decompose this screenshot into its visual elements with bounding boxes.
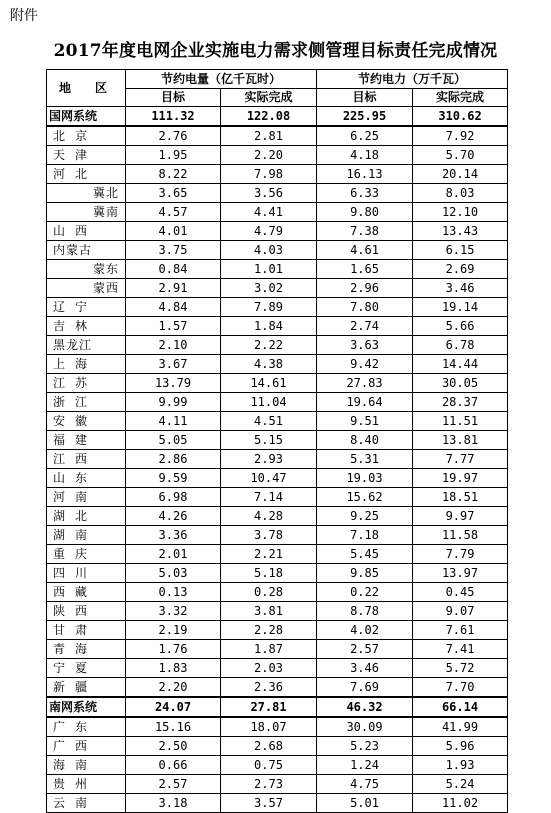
summary-row xyxy=(47,697,508,717)
power-target-cell: 225.95 xyxy=(317,107,413,127)
power-target-cell: 19.03 xyxy=(317,469,413,488)
table-row xyxy=(47,507,508,526)
power-target-cell: 6.25 xyxy=(317,126,413,146)
region-name-cell xyxy=(47,737,126,756)
energy-actual-cell: 7.89 xyxy=(221,298,317,317)
energy-target-cell: 8.22 xyxy=(126,165,221,184)
power-actual-cell: 0.45 xyxy=(413,583,508,602)
power-actual-cell: 11.51 xyxy=(413,412,508,431)
energy-actual-cell: 5.15 xyxy=(221,431,317,450)
region-name: 国网系统 xyxy=(49,109,98,123)
region-name-cell xyxy=(47,355,126,374)
region-name-cell xyxy=(47,583,126,602)
region-name: 上海 xyxy=(53,357,98,371)
region-name-cell xyxy=(47,107,126,127)
energy-target-cell: 9.59 xyxy=(126,469,221,488)
energy-target-cell: 111.32 xyxy=(126,107,221,127)
power-actual-cell: 11.58 xyxy=(413,526,508,545)
energy-target-cell: 2.19 xyxy=(126,621,221,640)
table-row xyxy=(47,203,508,222)
power-target-cell: 7.69 xyxy=(317,678,413,698)
energy-target-cell: 4.11 xyxy=(126,412,221,431)
power-target-cell: 8.78 xyxy=(317,602,413,621)
region-name: 内蒙古 xyxy=(53,243,93,257)
table-row xyxy=(47,431,508,450)
power-target-cell: 1.24 xyxy=(317,756,413,775)
region-name: 天津 xyxy=(53,148,98,162)
region-name: 江西 xyxy=(53,452,98,466)
power-target-cell: 19.64 xyxy=(317,393,413,412)
energy-actual-cell: 3.56 xyxy=(221,184,317,203)
power-actual-cell: 20.14 xyxy=(413,165,508,184)
region-name: 浙江 xyxy=(53,395,98,409)
region-name: 北京 xyxy=(53,129,98,143)
energy-actual-cell: 1.84 xyxy=(221,317,317,336)
power-actual-cell: 18.51 xyxy=(413,488,508,507)
region-name-cell xyxy=(47,431,126,450)
table-row xyxy=(47,317,508,336)
energy-actual-cell: 4.79 xyxy=(221,222,317,241)
power-target-cell: 7.38 xyxy=(317,222,413,241)
region-name-cell xyxy=(47,184,126,203)
table-row xyxy=(47,393,508,412)
energy-actual-cell: 2.36 xyxy=(221,678,317,698)
region-name: 四川 xyxy=(53,566,98,580)
energy-target-cell: 24.07 xyxy=(126,697,221,717)
header-row-groups xyxy=(47,70,508,89)
power-target-cell: 7.18 xyxy=(317,526,413,545)
power-actual-cell: 66.14 xyxy=(413,697,508,717)
power-actual-cell: 19.14 xyxy=(413,298,508,317)
header-energy-actual: 实际完成 xyxy=(221,89,317,107)
table-row xyxy=(47,756,508,775)
power-actual-cell: 5.66 xyxy=(413,317,508,336)
region-name-cell xyxy=(47,507,126,526)
region-name: 新疆 xyxy=(53,680,98,694)
region-name: 山西 xyxy=(53,224,98,238)
power-target-cell: 46.32 xyxy=(317,697,413,717)
attachment-label: 附件 xyxy=(10,8,38,24)
region-name-cell xyxy=(47,564,126,583)
energy-actual-cell: 3.81 xyxy=(221,602,317,621)
table-row xyxy=(47,279,508,298)
power-actual-cell: 5.72 xyxy=(413,659,508,678)
power-actual-cell: 13.81 xyxy=(413,431,508,450)
power-actual-cell: 9.07 xyxy=(413,602,508,621)
results-table xyxy=(46,69,508,813)
energy-target-cell: 3.67 xyxy=(126,355,221,374)
energy-actual-cell: 3.02 xyxy=(221,279,317,298)
power-target-cell: 9.80 xyxy=(317,203,413,222)
table-body xyxy=(47,107,508,813)
energy-target-cell: 2.57 xyxy=(126,775,221,794)
power-actual-cell: 7.77 xyxy=(413,450,508,469)
region-name: 江苏 xyxy=(53,376,98,390)
region-name-cell xyxy=(47,659,126,678)
power-actual-cell: 7.92 xyxy=(413,126,508,146)
energy-target-cell: 2.76 xyxy=(126,126,221,146)
region-name: 河北 xyxy=(53,167,98,181)
power-actual-cell: 7.41 xyxy=(413,640,508,659)
region-name: 云南 xyxy=(53,796,98,810)
region-name-cell xyxy=(47,488,126,507)
power-target-cell: 2.57 xyxy=(317,640,413,659)
energy-target-cell: 2.01 xyxy=(126,545,221,564)
region-name-cell xyxy=(47,317,126,336)
energy-actual-cell: 4.03 xyxy=(221,241,317,260)
energy-actual-cell: 7.98 xyxy=(221,165,317,184)
document-title: 2017年度电网企业实施电力需求侧管理目标责任完成情况 xyxy=(53,41,498,61)
energy-target-cell: 0.66 xyxy=(126,756,221,775)
region-name: 广西 xyxy=(53,739,98,753)
region-name-cell xyxy=(47,165,126,184)
header-power-actual: 实际完成 xyxy=(413,89,508,107)
energy-target-cell: 0.13 xyxy=(126,583,221,602)
power-actual-cell: 19.97 xyxy=(413,469,508,488)
power-actual-cell: 7.61 xyxy=(413,621,508,640)
energy-actual-cell: 2.73 xyxy=(221,775,317,794)
power-actual-cell: 14.44 xyxy=(413,355,508,374)
power-target-cell: 15.62 xyxy=(317,488,413,507)
region-name-cell xyxy=(47,717,126,737)
energy-actual-cell: 11.04 xyxy=(221,393,317,412)
region-name-cell xyxy=(47,393,126,412)
energy-target-cell: 2.20 xyxy=(126,678,221,698)
table-row xyxy=(47,526,508,545)
region-name: 蒙东 xyxy=(93,262,120,276)
energy-actual-cell: 2.28 xyxy=(221,621,317,640)
energy-actual-cell: 5.18 xyxy=(221,564,317,583)
table-row xyxy=(47,794,508,813)
region-name-cell xyxy=(47,545,126,564)
table-row xyxy=(47,126,508,146)
power-target-cell: 3.63 xyxy=(317,336,413,355)
power-target-cell: 5.31 xyxy=(317,450,413,469)
energy-target-cell: 1.83 xyxy=(126,659,221,678)
table-row xyxy=(47,602,508,621)
region-name: 河南 xyxy=(53,490,98,504)
table-row xyxy=(47,583,508,602)
energy-actual-cell: 3.78 xyxy=(221,526,317,545)
power-target-cell: 9.42 xyxy=(317,355,413,374)
energy-target-cell: 4.84 xyxy=(126,298,221,317)
power-actual-cell: 28.37 xyxy=(413,393,508,412)
energy-target-cell: 2.10 xyxy=(126,336,221,355)
region-name-cell xyxy=(47,222,126,241)
region-name-cell xyxy=(47,697,126,717)
region-name: 黑龙江 xyxy=(53,338,93,352)
energy-actual-cell: 3.57 xyxy=(221,794,317,813)
power-target-cell: 9.85 xyxy=(317,564,413,583)
table-row xyxy=(47,412,508,431)
power-target-cell: 4.02 xyxy=(317,621,413,640)
energy-target-cell: 4.26 xyxy=(126,507,221,526)
region-name: 陕西 xyxy=(53,604,98,618)
table-row xyxy=(47,450,508,469)
energy-actual-cell: 2.22 xyxy=(221,336,317,355)
energy-actual-cell: 122.08 xyxy=(221,107,317,127)
energy-actual-cell: 2.68 xyxy=(221,737,317,756)
table-row xyxy=(47,717,508,737)
power-actual-cell: 11.02 xyxy=(413,794,508,813)
table-row xyxy=(47,165,508,184)
power-actual-cell: 13.97 xyxy=(413,564,508,583)
power-target-cell: 4.75 xyxy=(317,775,413,794)
energy-actual-cell: 10.47 xyxy=(221,469,317,488)
power-target-cell: 27.83 xyxy=(317,374,413,393)
power-actual-cell: 5.24 xyxy=(413,775,508,794)
table-row xyxy=(47,775,508,794)
table-row xyxy=(47,241,508,260)
table-row xyxy=(47,469,508,488)
power-actual-cell: 8.03 xyxy=(413,184,508,203)
power-target-cell: 3.46 xyxy=(317,659,413,678)
region-name: 山东 xyxy=(53,471,98,485)
region-name-cell xyxy=(47,126,126,146)
power-actual-cell: 6.15 xyxy=(413,241,508,260)
power-actual-cell: 13.43 xyxy=(413,222,508,241)
energy-target-cell: 3.32 xyxy=(126,602,221,621)
region-name: 湖南 xyxy=(53,528,98,542)
region-name: 重庆 xyxy=(53,547,98,561)
region-name: 宁夏 xyxy=(53,661,98,675)
power-target-cell: 7.80 xyxy=(317,298,413,317)
region-name-cell xyxy=(47,260,126,279)
energy-target-cell: 1.57 xyxy=(126,317,221,336)
table-row xyxy=(47,260,508,279)
energy-actual-cell: 2.20 xyxy=(221,146,317,165)
region-name: 青海 xyxy=(53,642,98,656)
energy-target-cell: 1.76 xyxy=(126,640,221,659)
region-name: 冀南 xyxy=(93,205,120,219)
region-name: 蒙西 xyxy=(93,281,120,295)
power-target-cell: 5.01 xyxy=(317,794,413,813)
region-name-cell xyxy=(47,621,126,640)
energy-target-cell: 3.75 xyxy=(126,241,221,260)
energy-target-cell: 3.36 xyxy=(126,526,221,545)
energy-actual-cell: 1.01 xyxy=(221,260,317,279)
power-actual-cell: 7.70 xyxy=(413,678,508,698)
energy-actual-cell: 2.03 xyxy=(221,659,317,678)
energy-actual-cell: 2.21 xyxy=(221,545,317,564)
energy-target-cell: 2.91 xyxy=(126,279,221,298)
region-name-cell xyxy=(47,678,126,698)
header-region: 地 区 xyxy=(47,70,126,107)
results-table-container xyxy=(46,69,507,813)
power-actual-cell: 9.97 xyxy=(413,507,508,526)
power-actual-cell: 30.05 xyxy=(413,374,508,393)
energy-target-cell: 4.01 xyxy=(126,222,221,241)
region-name: 福建 xyxy=(53,433,98,447)
region-name: 冀北 xyxy=(93,186,120,200)
region-name-cell xyxy=(47,203,126,222)
power-target-cell: 2.74 xyxy=(317,317,413,336)
energy-actual-cell: 4.38 xyxy=(221,355,317,374)
table-header xyxy=(47,70,508,107)
energy-target-cell: 1.95 xyxy=(126,146,221,165)
energy-target-cell: 0.84 xyxy=(126,260,221,279)
power-target-cell: 2.96 xyxy=(317,279,413,298)
energy-target-cell: 15.16 xyxy=(126,717,221,737)
region-name: 南网系统 xyxy=(49,700,98,714)
power-target-cell: 4.61 xyxy=(317,241,413,260)
header-power-target: 目标 xyxy=(317,89,413,107)
table-row xyxy=(47,184,508,203)
power-target-cell: 1.65 xyxy=(317,260,413,279)
power-target-cell: 16.13 xyxy=(317,165,413,184)
energy-target-cell: 2.86 xyxy=(126,450,221,469)
region-name: 西藏 xyxy=(53,585,98,599)
energy-target-cell: 4.57 xyxy=(126,203,221,222)
region-name: 安徽 xyxy=(53,414,98,428)
region-name-cell xyxy=(47,602,126,621)
power-target-cell: 30.09 xyxy=(317,717,413,737)
table-row xyxy=(47,737,508,756)
energy-actual-cell: 2.93 xyxy=(221,450,317,469)
power-actual-cell: 2.69 xyxy=(413,260,508,279)
power-target-cell: 9.51 xyxy=(317,412,413,431)
table-row xyxy=(47,545,508,564)
table-row xyxy=(47,146,508,165)
power-actual-cell: 6.78 xyxy=(413,336,508,355)
region-name-cell xyxy=(47,775,126,794)
region-name-cell xyxy=(47,794,126,813)
energy-target-cell: 9.99 xyxy=(126,393,221,412)
header-power-group: 节约电力（万千瓦） xyxy=(317,70,508,89)
region-name: 辽宁 xyxy=(53,300,98,314)
power-actual-cell: 3.46 xyxy=(413,279,508,298)
energy-target-cell: 5.03 xyxy=(126,564,221,583)
energy-target-cell: 13.79 xyxy=(126,374,221,393)
energy-actual-cell: 7.14 xyxy=(221,488,317,507)
power-target-cell: 5.23 xyxy=(317,737,413,756)
region-name-cell xyxy=(47,756,126,775)
region-name: 贵州 xyxy=(53,777,98,791)
region-name-cell xyxy=(47,241,126,260)
region-name: 广东 xyxy=(53,720,98,734)
region-name: 甘肃 xyxy=(53,623,98,637)
table-row xyxy=(47,659,508,678)
energy-actual-cell: 18.07 xyxy=(221,717,317,737)
energy-actual-cell: 4.28 xyxy=(221,507,317,526)
energy-target-cell: 3.18 xyxy=(126,794,221,813)
region-name-cell xyxy=(47,526,126,545)
energy-actual-cell: 1.87 xyxy=(221,640,317,659)
energy-target-cell: 6.98 xyxy=(126,488,221,507)
region-name-cell xyxy=(47,640,126,659)
energy-actual-cell: 0.75 xyxy=(221,756,317,775)
energy-actual-cell: 4.41 xyxy=(221,203,317,222)
region-name-cell xyxy=(47,374,126,393)
region-name: 海南 xyxy=(53,758,98,772)
region-name: 吉林 xyxy=(53,319,98,333)
header-energy-target: 目标 xyxy=(126,89,221,107)
power-actual-cell: 41.99 xyxy=(413,717,508,737)
table-row xyxy=(47,564,508,583)
table-row xyxy=(47,222,508,241)
region-name-cell xyxy=(47,469,126,488)
region-name-cell xyxy=(47,146,126,165)
table-row xyxy=(47,678,508,698)
power-target-cell: 6.33 xyxy=(317,184,413,203)
power-target-cell: 8.40 xyxy=(317,431,413,450)
table-row xyxy=(47,488,508,507)
region-name: 湖北 xyxy=(53,509,98,523)
region-name-cell xyxy=(47,298,126,317)
table-row xyxy=(47,374,508,393)
power-actual-cell: 12.10 xyxy=(413,203,508,222)
table-row xyxy=(47,336,508,355)
energy-target-cell: 2.50 xyxy=(126,737,221,756)
table-row xyxy=(47,640,508,659)
power-actual-cell: 310.62 xyxy=(413,107,508,127)
table-row xyxy=(47,621,508,640)
energy-actual-cell: 0.28 xyxy=(221,583,317,602)
power-target-cell: 0.22 xyxy=(317,583,413,602)
energy-actual-cell: 27.81 xyxy=(221,697,317,717)
power-actual-cell: 5.96 xyxy=(413,737,508,756)
energy-actual-cell: 14.61 xyxy=(221,374,317,393)
region-name-cell xyxy=(47,412,126,431)
summary-row xyxy=(47,107,508,127)
energy-target-cell: 3.65 xyxy=(126,184,221,203)
energy-actual-cell: 2.81 xyxy=(221,126,317,146)
power-actual-cell: 1.93 xyxy=(413,756,508,775)
header-energy-group: 节约电量（亿千瓦时） xyxy=(126,70,317,89)
power-actual-cell: 7.79 xyxy=(413,545,508,564)
power-target-cell: 5.45 xyxy=(317,545,413,564)
region-name-cell xyxy=(47,336,126,355)
energy-actual-cell: 4.51 xyxy=(221,412,317,431)
region-name-cell xyxy=(47,279,126,298)
power-actual-cell: 5.70 xyxy=(413,146,508,165)
table-row xyxy=(47,298,508,317)
power-target-cell: 4.18 xyxy=(317,146,413,165)
energy-target-cell: 5.05 xyxy=(126,431,221,450)
power-target-cell: 9.25 xyxy=(317,507,413,526)
table-row xyxy=(47,355,508,374)
region-name-cell xyxy=(47,450,126,469)
